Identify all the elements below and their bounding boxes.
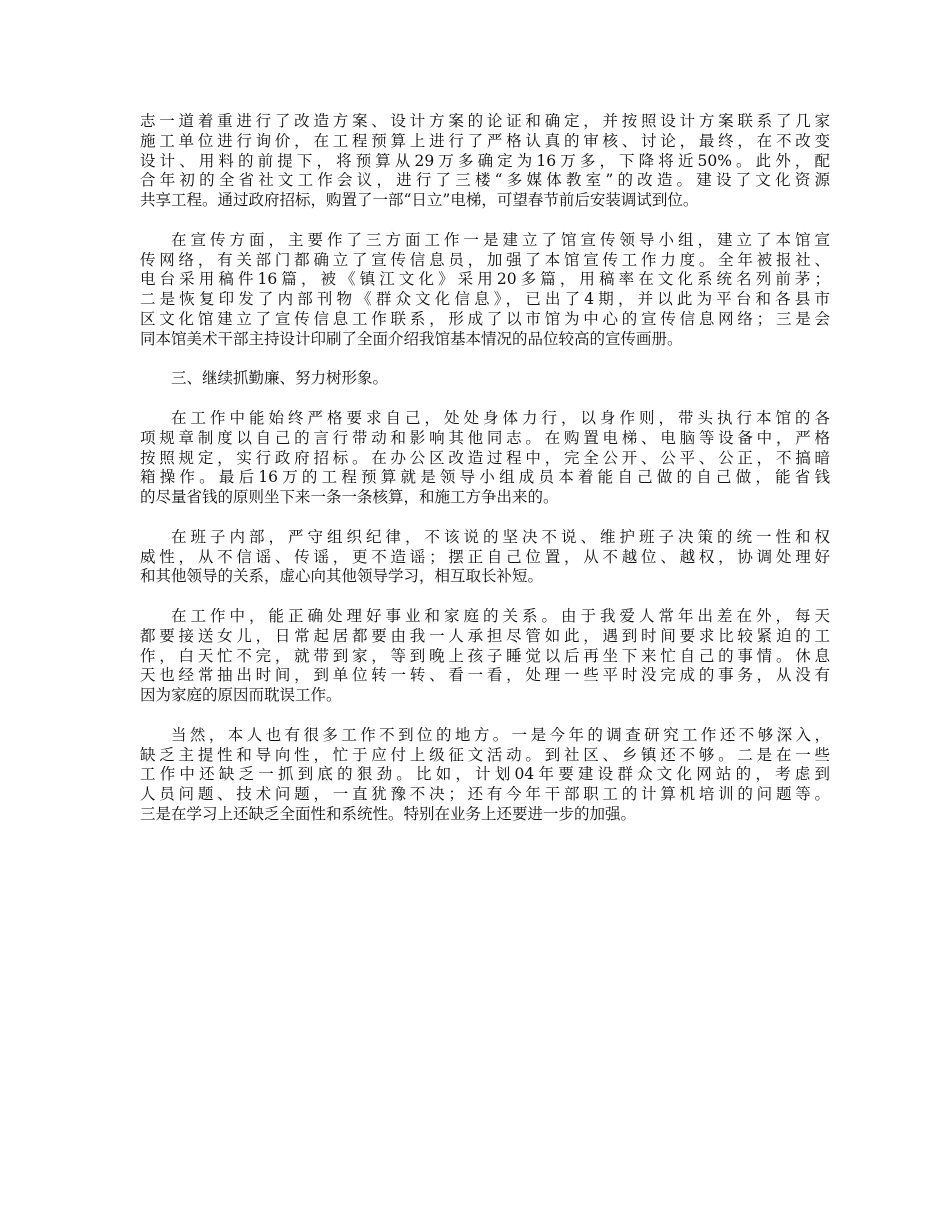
text-line: 的尽量省钱的原则坐下来一条一条核算，和施工方争出来的。	[140, 488, 559, 507]
text-line: 箱操作。最后16万的工程预算就是领导小组成员本着能自己做的自己做，能省钱	[140, 468, 830, 487]
paragraph-work-family	[140, 607, 830, 706]
text-line: 作，白天忙不完，就带到家，等到晚上孩子睡觉以后再坐下来忙自己的事情。休息	[140, 646, 830, 665]
document-body	[140, 112, 830, 844]
text-line: 人员问题、技术问题，一直犹豫不决；还有今年干部职工的计算机培训的问题等。	[140, 785, 830, 804]
text-line: 电台采用稿件16篇，被《镇江文化》采用20多篇，用稿率在文化系统名列前茅；	[140, 270, 830, 289]
text-line: 在宣传方面，主要作了三方面工作一是建立了馆宣传领导小组，建立了本馆宣	[171, 230, 830, 249]
paragraph-shortcomings	[140, 726, 830, 825]
paragraph-publicity	[140, 231, 830, 350]
text-line: 因为家庭的原因而耽误工作。	[140, 686, 342, 705]
text-line: 传网络，有关部门都确立了宣传信息员，加强了本馆宣传工作力度。全年被报社、	[140, 250, 830, 269]
text-line: 同本馆美术干部主持设计印刷了全面介绍我馆基本情况的品位较高的宣传画册。	[140, 329, 683, 348]
text-line: 工作中还缺乏一抓到底的狠劲。比如，计划04年要建设群众文化网站的，考虑到	[140, 765, 830, 784]
text-line: 合年初的全省社文工作会议，进行了三楼“多媒体教室”的改造。建设了文化资源	[140, 171, 830, 190]
text-line: 和其他领导的关系，虚心向其他领导学习，相互取长补短。	[140, 567, 544, 586]
text-line: 都要接送女儿，日常起居都要由我一人承担尽管如此，遇到时间要求比较紧迫的工	[140, 626, 830, 645]
paragraph-self-discipline	[140, 409, 830, 508]
text-line: 共享工程。通过政府招标，购置了一部“日立”电梯，可望春节前后安装调试到位。	[140, 191, 699, 210]
text-line: 当然，本人也有很多工作不到位的地方。一是今年的调查研究工作还不够深入，	[171, 725, 830, 744]
text-line: 在班子内部，严守组织纪律，不该说的坚决不说、维护班子决策的统一性和权	[171, 527, 830, 546]
paragraph-team-discipline	[140, 528, 830, 587]
text-line: 威性，从不信谣、传谣，更不造谣；摆正自己位置，从不越位、越权，协调处理好	[140, 547, 830, 566]
text-line: 三是在学习上还缺乏全面性和系统性。特别在业务上还要进一步的加强。	[140, 804, 637, 823]
heading-text: 三、继续抓勤廉、努力树形象。	[171, 369, 389, 388]
text-line: 在工作中能始终严格要求自己，处处身体力行，以身作则，带头执行本馆的各	[171, 408, 830, 427]
text-line: 施工单位进行询价，在工程预算上进行了严格认真的审核、讨论，最终，在不改变	[140, 131, 830, 150]
text-line: 二是恢复印发了内部刊物《群众文化信息》，已出了4期，并以此为平台和各县市	[140, 290, 830, 309]
text-line: 项规章制度以自己的言行带动和影响其他同志。在购置电梯、电脑等设备中，严格	[140, 428, 830, 447]
text-line: 按照规定，实行政府招标。在办公区改造过程中，完全公开、公平、公正，不搞暗	[140, 448, 830, 467]
text-line: 缺乏主提性和导向性，忙于应付上级征文活动。到社区、乡镇还不够。二是在一些	[140, 745, 830, 764]
text-line: 天也经常抽出时间，到单位转一转、看一看，处理一些平时没完成的事务，从没有	[140, 666, 830, 685]
paragraph-renovation-continued	[140, 112, 830, 211]
text-line: 区文化馆建立了宣传信息工作联系，形成了以市馆为中心的宣传信息网络；三是会	[140, 309, 830, 328]
text-line: 设计、用料的前提下，将预算从29万多确定为16万多，下降将近50%。此外，配	[140, 151, 830, 170]
text-line: 志一道着重进行了改造方案、设计方案的论证和确定，并按照设计方案联系了几家	[140, 112, 830, 130]
section-heading	[140, 369, 830, 389]
text-line: 在工作中，能正确处理好事业和家庭的关系。由于我爱人常年出差在外，每天	[171, 606, 830, 625]
